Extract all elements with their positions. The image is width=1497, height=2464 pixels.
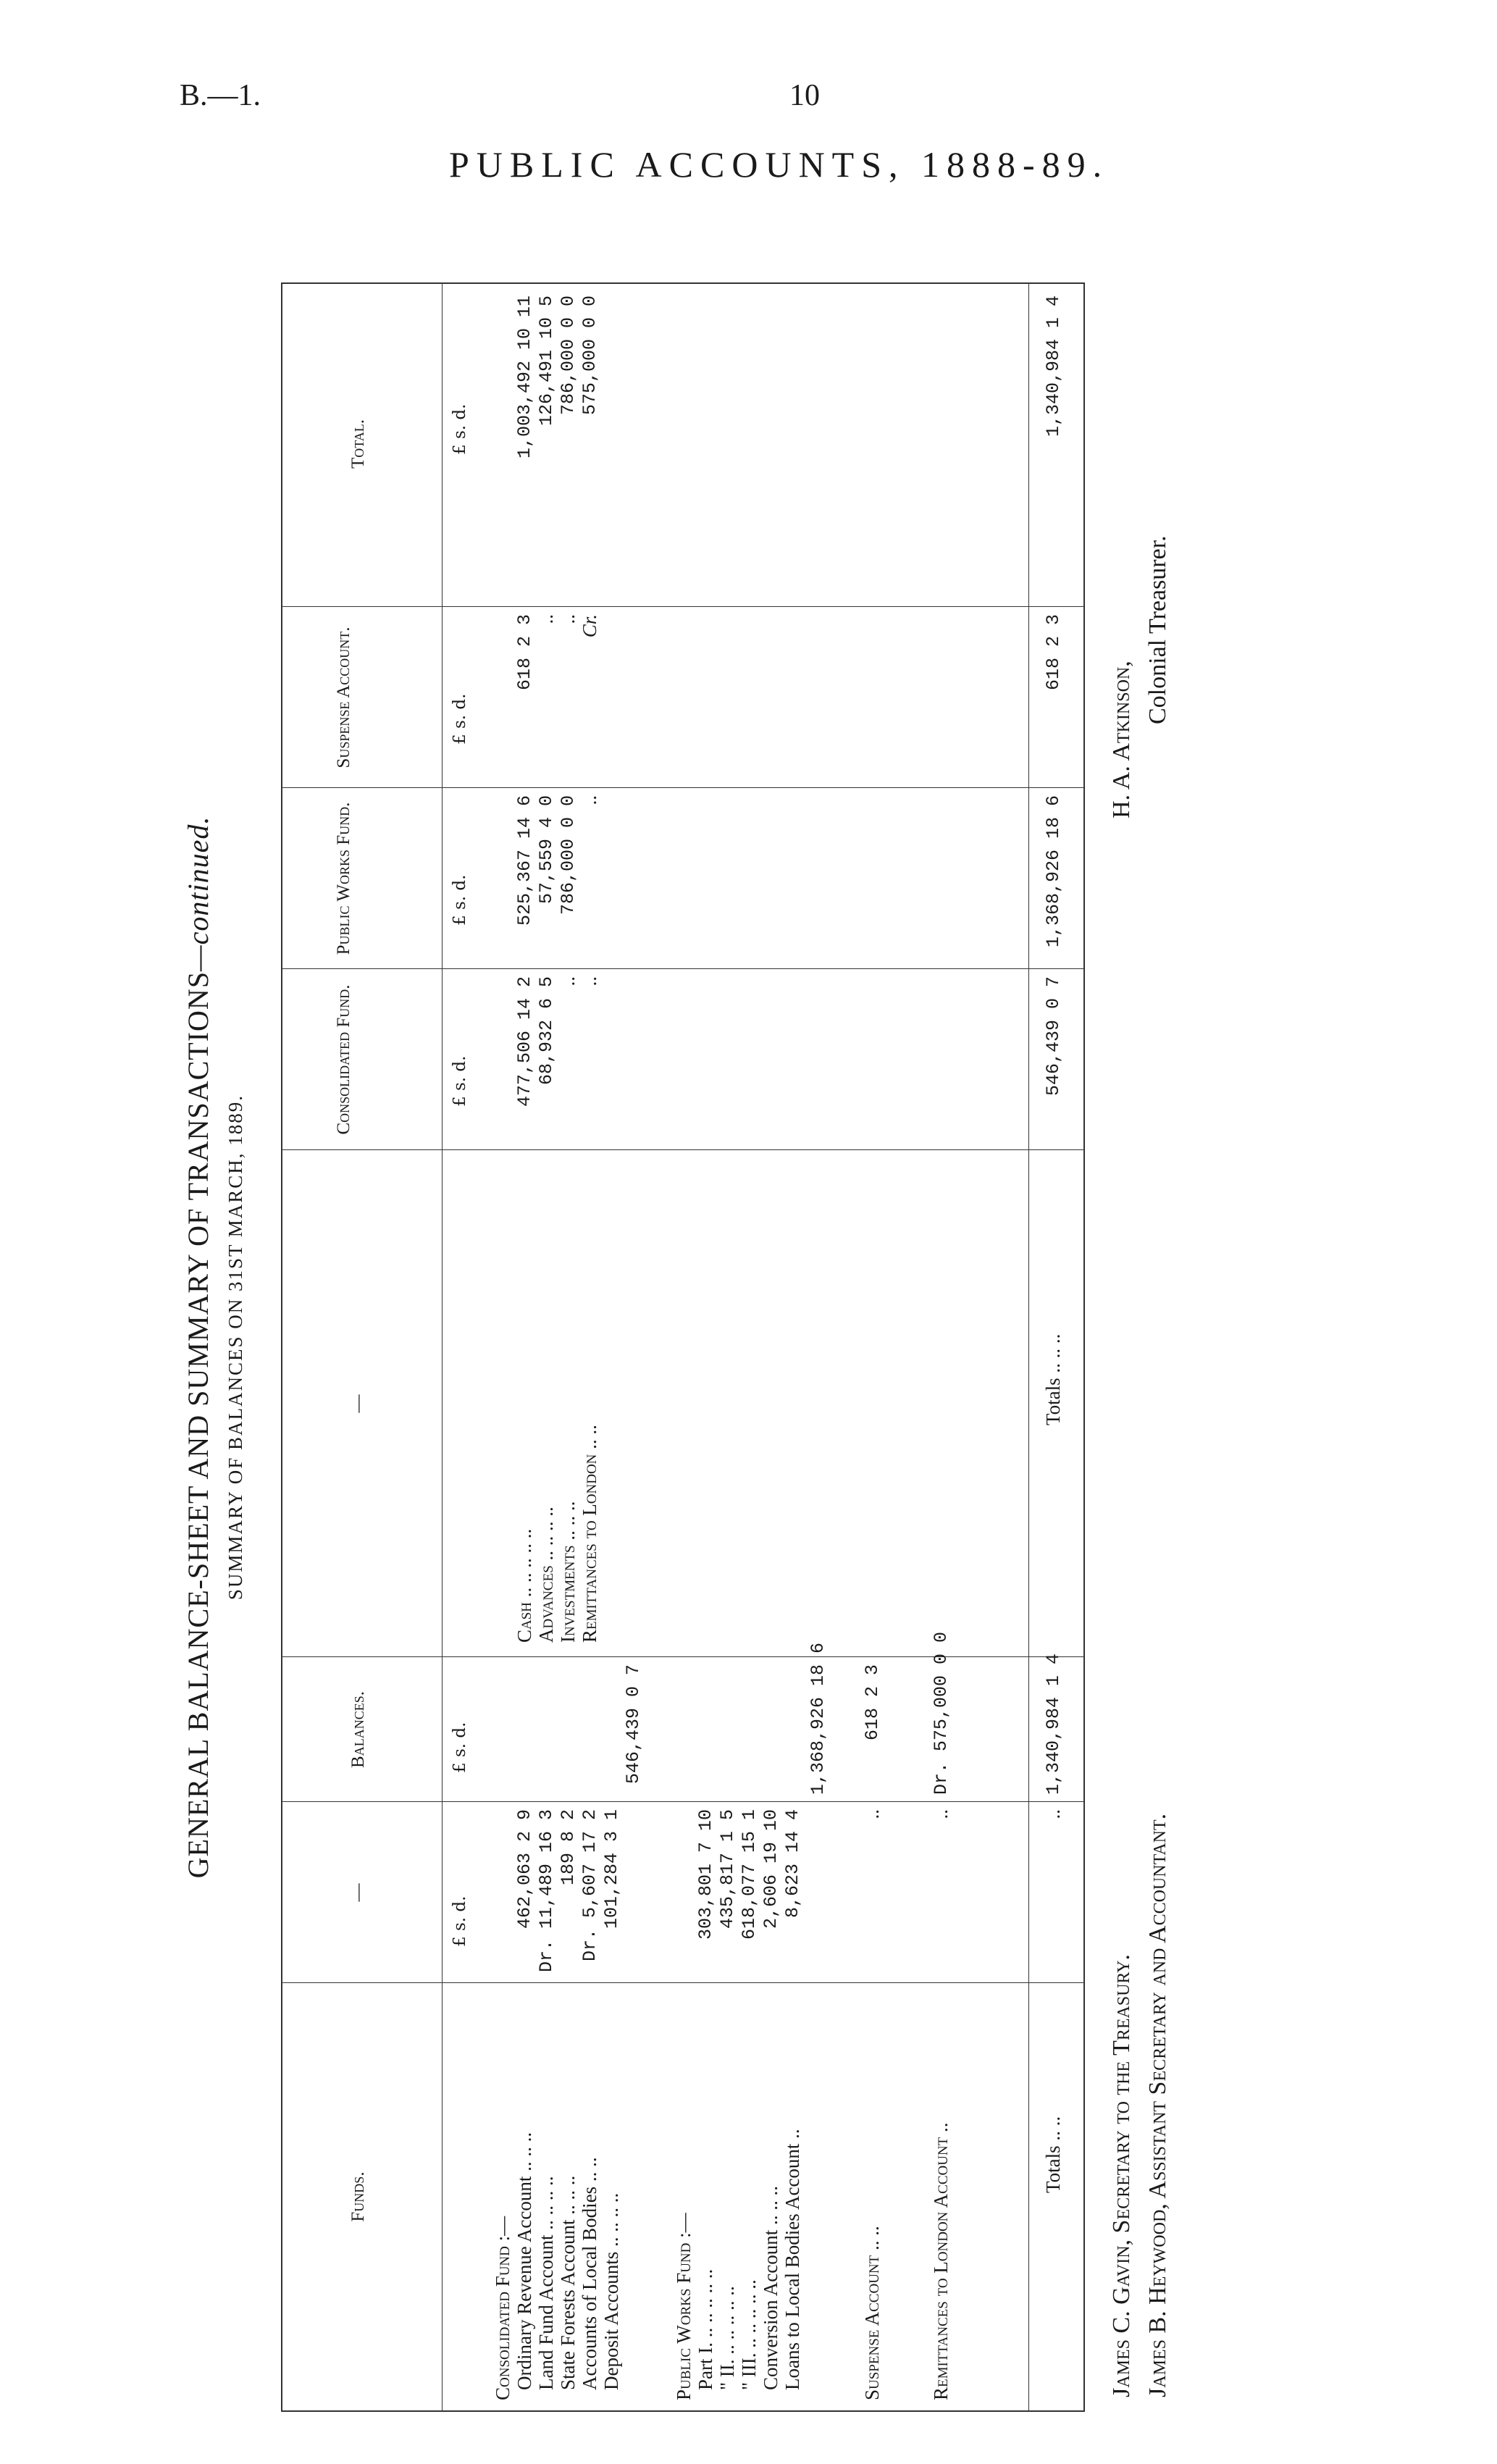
totals-label: Totals .. .. .. — [1042, 1333, 1064, 1425]
fund-label: Accounts of Local Bodies .. .. — [579, 2157, 600, 2390]
asset-total: 575,000 0 0 — [579, 296, 600, 416]
unit-label: £ s. d. — [450, 403, 469, 455]
totals-balance: 1,340,984 1 4 — [1043, 1653, 1064, 1795]
fund-balance: 1,368,926 18 6 — [808, 1642, 829, 1795]
asset-label: Cash .. .. .. .. .. — [513, 1528, 535, 1643]
sheet-subtitle: SUMMARY OF BALANCES ON 31ST MARCH, 1889. — [225, 1094, 246, 1601]
fund-label: Suspense Account .. .. — [861, 2226, 883, 2400]
asset-suspense: .. — [535, 614, 557, 624]
asset-total: 1,003,492 10 11 — [514, 296, 535, 459]
rotated-balance-sheet — [181, 217, 1412, 2412]
col-head-consolidated: Consolidated Fund. — [334, 984, 353, 1135]
fund-label: Ordinary Revenue Account .. .. .. — [513, 2132, 535, 2390]
totals-total: 1,340,984 1 4 — [1043, 296, 1064, 437]
totals-divider — [1028, 284, 1029, 2410]
page-title: PUBLIC ACCOUNTS, 1888-89. — [449, 144, 1110, 185]
fund-amount: 462,063 2 9 — [514, 1809, 535, 1929]
document-code: B.—1. — [180, 79, 261, 112]
fund-group-label: Consolidated Fund :— — [492, 2216, 513, 2400]
totals-suspense: 618 2 3 — [1043, 614, 1064, 691]
signature-treasurer-name: H. A. Atkinson, — [1108, 661, 1135, 818]
asset-public-works: 57,559 4 0 — [536, 795, 557, 905]
unit-label: £ s. d. — [450, 1722, 469, 1773]
col-divider — [282, 968, 1083, 969]
fund-amount: Dr. 11,489 16 3 — [536, 1809, 557, 1973]
asset-label: Advances .. .. .. .. — [535, 1507, 557, 1643]
totals-consolidated: 546,439 0 7 — [1043, 976, 1064, 1097]
fund-balance: 546,439 0 7 — [623, 1664, 644, 1785]
signature-secretary: James C. Gavin, Secretary to the Treasury. — [1108, 1954, 1135, 2397]
asset-public-works: 525,367 14 6 — [514, 795, 535, 926]
asset-suspense: .. — [557, 614, 579, 624]
fund-amount: .. — [930, 1809, 952, 1819]
unit-label: £ s. d. — [450, 1055, 469, 1107]
asset-consolidated: .. — [557, 976, 579, 986]
col-divider — [282, 1656, 1083, 1657]
col-head-balances: Balances. — [348, 1691, 368, 1768]
asset-public-works: 786,000 0 0 — [558, 795, 579, 915]
fund-label: Land Fund Account .. .. .. .. — [535, 2176, 557, 2390]
fund-label: Deposit Accounts .. .. .. .. — [600, 2192, 622, 2390]
asset-public-works: .. — [579, 795, 600, 805]
fund-amount: 189 8 2 — [558, 1809, 579, 1886]
col-head-blank: — — [348, 1883, 368, 1902]
fund-balance: Dr. 575,000 0 0 — [931, 1631, 952, 1795]
col-head-suspense: Suspense Account. — [334, 627, 353, 768]
col-divider — [282, 1801, 1083, 1802]
asset-consolidated: 477,506 14 2 — [514, 976, 535, 1107]
asset-total: 126,491 10 5 — [536, 296, 557, 427]
fund-label: " III. .. .. .. .. .. — [738, 2279, 760, 2390]
fund-label: Part I. .. .. .. .. .. — [695, 2268, 716, 2390]
col-divider — [282, 1149, 1083, 1150]
fund-label: Loans to Local Bodies Account .. — [781, 2129, 803, 2390]
fund-label: Remittances to London Account .. — [930, 2122, 952, 2400]
col-head-total: Total. — [348, 419, 368, 469]
fund-amount: 8,623 14 4 — [782, 1809, 803, 1919]
fund-balance: 618 2 3 — [862, 1664, 883, 1741]
fund-label: State Forests Account .. .. .. — [557, 2175, 579, 2390]
fund-amount: 101,284 3 1 — [601, 1809, 622, 1929]
header-divider — [442, 284, 443, 2410]
asset-consolidated: 68,932 6 5 — [536, 976, 557, 1086]
col-head-public-works: Public Works Fund. — [334, 802, 353, 955]
asset-suspense: Cr. — [579, 614, 600, 638]
asset-suspense: 618 2 3 — [514, 614, 535, 691]
col-divider — [282, 787, 1083, 788]
totals-label: Totals .. .. — [1042, 2116, 1064, 2193]
fund-amount: 303,801 7 10 — [695, 1809, 716, 1940]
col-head-funds: Funds. — [348, 2171, 368, 2222]
page-number: 10 — [789, 79, 820, 112]
fund-group-label: Public Works Fund :— — [673, 2213, 695, 2400]
asset-label: Remittances to London .. .. — [579, 1425, 600, 1643]
fund-amount: Dr. 5,607 17 2 — [579, 1809, 600, 1962]
balance-table — [281, 282, 1085, 2412]
sheet-title: GENERAL BALANCE-SHEET AND SUMMARY OF TRANSACTIONS—continued. — [182, 816, 214, 1879]
totals-amount: .. — [1042, 1809, 1064, 1819]
unit-label: £ s. d. — [450, 874, 469, 926]
totals-public-works: 1,368,926 18 6 — [1043, 795, 1064, 948]
col-divider — [282, 1982, 1083, 1983]
fund-amount: 2,606 19 10 — [760, 1809, 781, 1929]
asset-total: 786,000 0 0 — [558, 296, 579, 416]
fund-label: Conversion Account .. .. .. — [760, 2186, 781, 2390]
asset-consolidated: .. — [579, 976, 600, 986]
fund-label: " II. .. .. .. .. .. — [716, 2286, 738, 2390]
fund-amount: 618,077 15 1 — [739, 1809, 760, 1940]
signature-accountant: James B. Heywood, Assistant Secretary and Accountant. — [1144, 1813, 1171, 2397]
fund-amount: 435,817 1 5 — [717, 1809, 738, 1929]
unit-label: £ s. d. — [450, 1895, 469, 1947]
signature-treasurer-title: Colonial Treasurer. — [1144, 535, 1171, 724]
asset-label: Investments .. .. .. — [557, 1501, 579, 1643]
col-head-blank: — — [348, 1394, 368, 1413]
unit-label: £ s. d. — [450, 693, 469, 745]
fund-amount: .. — [861, 1809, 883, 1819]
col-divider — [282, 606, 1083, 607]
